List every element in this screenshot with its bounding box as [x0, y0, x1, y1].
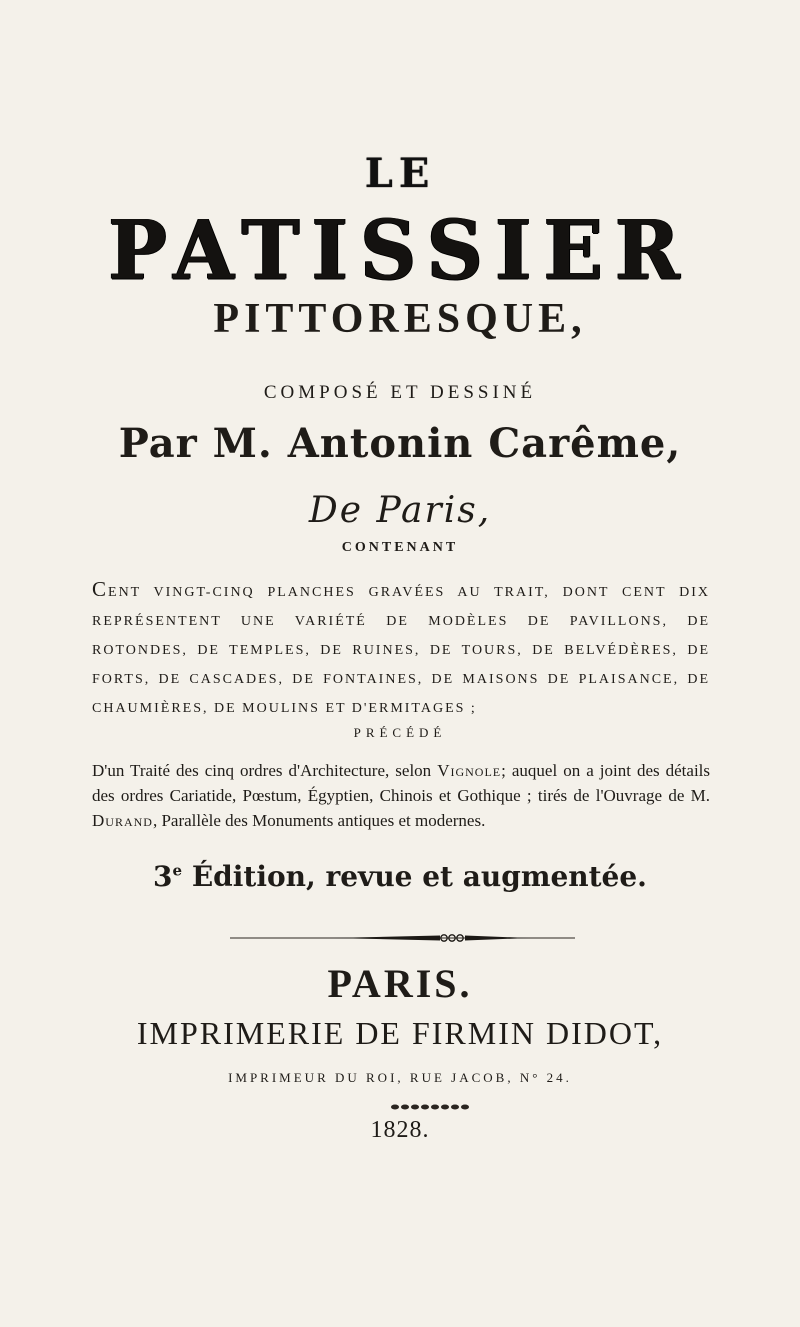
precede-heading: PRÉCÉDÉ [353, 725, 447, 740]
contents-paragraph: CENT VINGT-CINQ PLANCHES GRAVÉES AU TRAIT, DONT CENT DIX REPRÉSENTENT UNE VARIÉTÉ DE MODÈLES DE PAVILLONS, DE ROTONDES, DE TEMPLES, DE RUINES, DE TOURS, DE BELVÉDÈRES, DE FORTS, DE CASCADES, DE FONTAINES, DE MAISONS DE PLAISANCE, DE CHAUMIÈRES, DE MOULINS ET D'ERMITAGES ; [92, 577, 710, 716]
edition-number: 3 [153, 860, 173, 893]
title-main-ornate: PATISSIER [108, 202, 692, 299]
origin-line: De Paris, [308, 490, 492, 531]
title-subtitle: PITTORESQUE, [213, 296, 587, 342]
vignole-name: Vignole [437, 761, 502, 780]
treatise-paragraph [92, 758, 710, 833]
small-ornament [0, 1100, 800, 1112]
city-name: PARIS. [327, 961, 473, 1006]
edition-superscript: e [172, 861, 183, 880]
printer-name: IMPRIMERIE DE FIRMIN DIDOT, [136, 1015, 664, 1051]
treatise-text-2: ; auquel on a joint des détails des ordres Cariatide, Pœstum, Égyptien, Chinois et Gothique ; tirés de l'Ouvrage de M. [92, 761, 711, 805]
edition-text: Édition, revue et augmentée. [191, 860, 647, 893]
durand-name: Durand [92, 811, 153, 830]
ornamental-rule-icon [0, 928, 800, 948]
treatise-text-3: , Parallèle des Monuments antiques et modernes. [152, 811, 486, 830]
printer-address: IMPRIMEUR DU ROI, RUE JACOB, N° 24. [228, 1070, 572, 1085]
publication-year: 1828. [370, 1117, 430, 1143]
small-ornament-icon [0, 1101, 800, 1113]
ornamental-rule [0, 928, 800, 948]
composed-line: COMPOSÉ ET DESSINÉ [263, 382, 537, 403]
title-article: LE [364, 150, 436, 197]
author-line: Par M. Antonin Carême, [118, 420, 682, 467]
treatise-text-1: D'un Traité des cinq ordres d'Architecture, selon [92, 761, 438, 780]
contenant-heading: CONTENANT [341, 540, 459, 555]
edition-line [0, 860, 800, 893]
